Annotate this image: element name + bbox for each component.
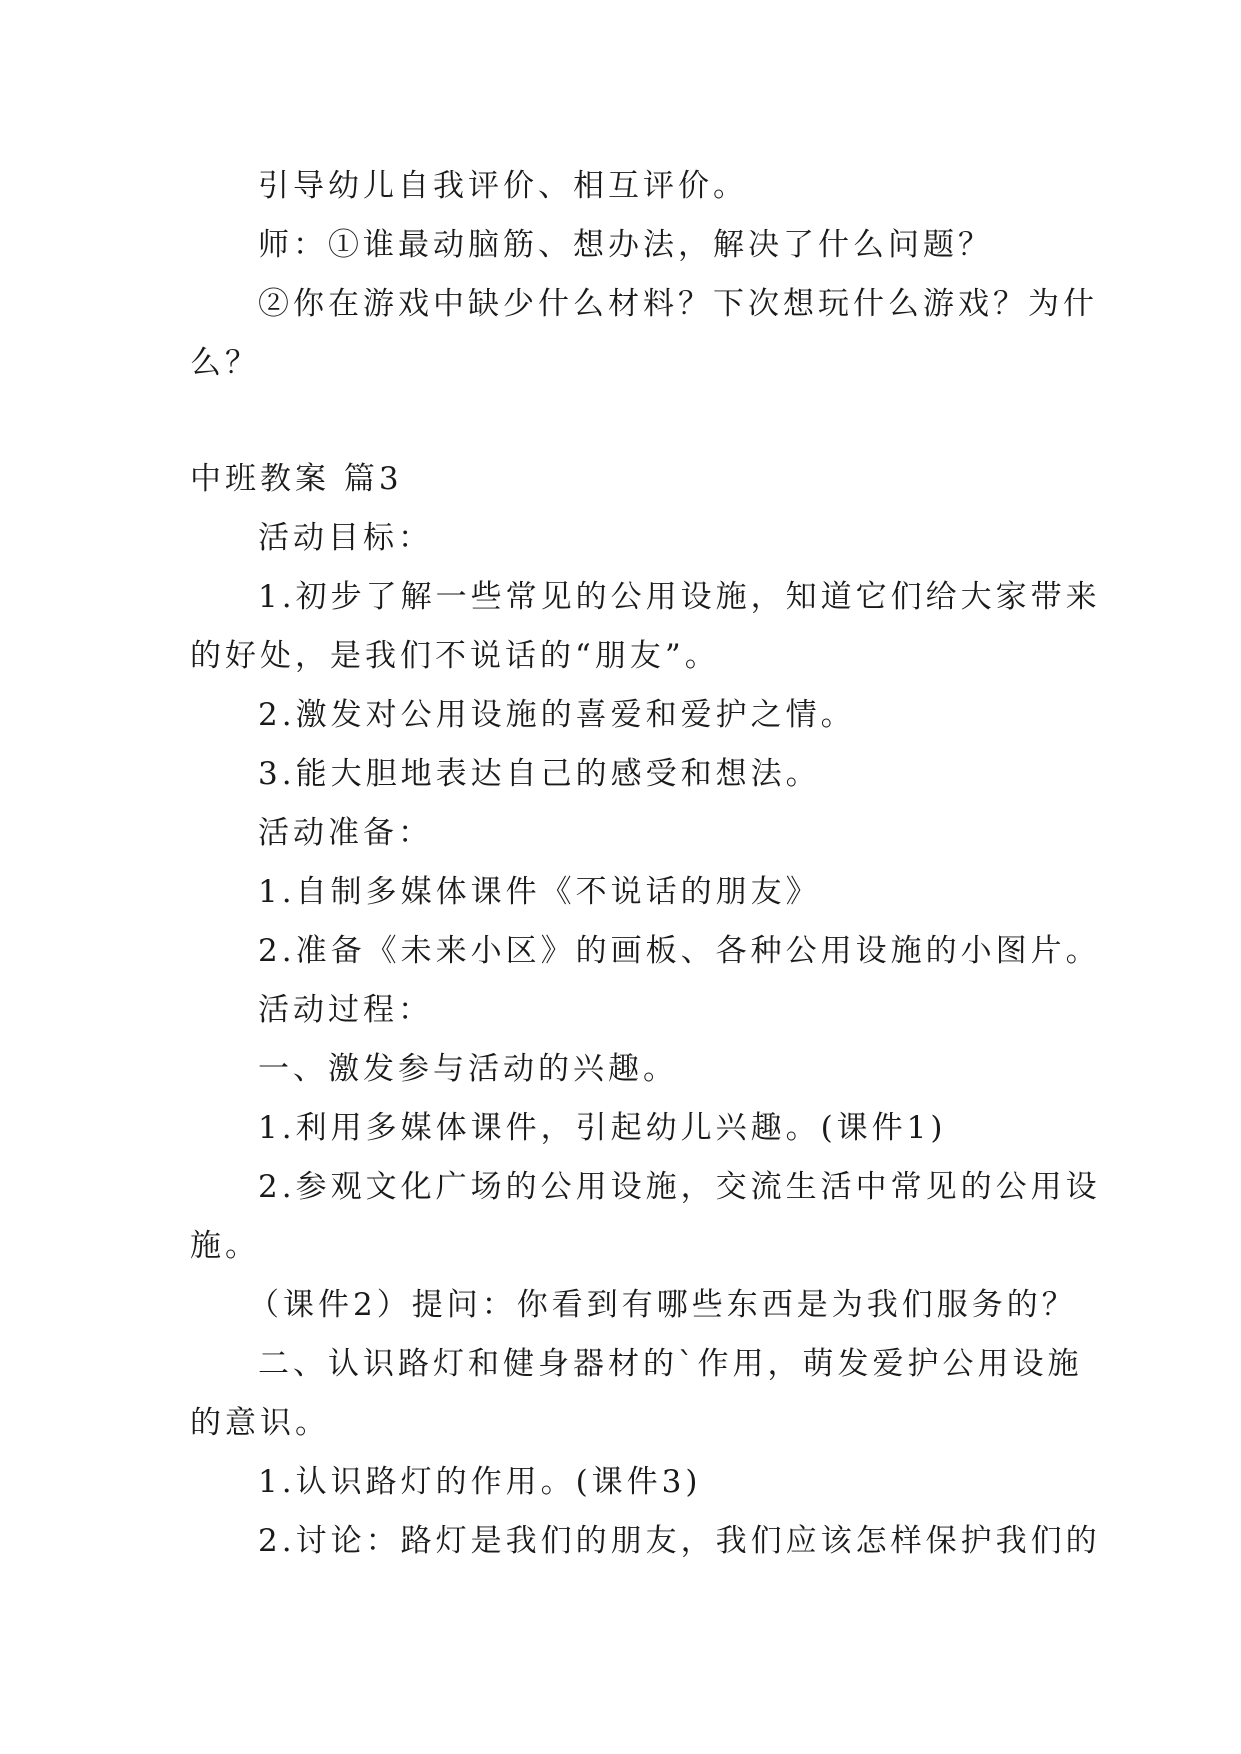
step-2-cont: 的意识。 bbox=[190, 1405, 330, 1441]
process-heading: 活动过程： bbox=[258, 992, 433, 1028]
section-title: 中班教案 篇3 bbox=[190, 461, 403, 497]
goal-3: 3.能大胆地表达自己的感受和想法。 bbox=[258, 756, 821, 792]
paragraph-teacher-question-2: ②你在游戏中缺少什么材料？下次想玩什么游戏？为什 bbox=[258, 286, 1098, 322]
step-1-2-cont: 施。 bbox=[190, 1228, 260, 1264]
goal-1-cont: 的好处，是我们不说话的“朋友”。 bbox=[190, 638, 720, 674]
prep-2: 2.准备《未来小区》的画板、各种公用设施的小图片。 bbox=[258, 933, 1101, 969]
step-1-2: 2.参观文化广场的公用设施，交流生活中常见的公用设 bbox=[258, 1169, 1101, 1205]
step-1: 一、激发参与活动的兴趣。 bbox=[258, 1051, 678, 1087]
step-2-2: 2.讨论：路灯是我们的朋友，我们应该怎样保护我们的 bbox=[258, 1523, 1101, 1559]
paragraph-self-evaluation: 引导幼儿自我评价、相互评价。 bbox=[258, 168, 748, 204]
goal-1: 1.初步了解一些常见的公用设施，知道它们给大家带来 bbox=[258, 579, 1101, 615]
step-1-1: 1.利用多媒体课件，引起幼儿兴趣。(课件1) bbox=[258, 1110, 947, 1146]
prep-1: 1.自制多媒体课件《不说话的朋友》 bbox=[258, 874, 821, 910]
paragraph-teacher-question-1: 师：①谁最动脑筋、想办法，解决了什么问题？ bbox=[258, 227, 993, 263]
prep-heading: 活动准备： bbox=[258, 815, 433, 851]
step-1-question: （课件2）提问：你看到有哪些东西是为我们服务的？ bbox=[248, 1287, 1077, 1323]
goal-2: 2.激发对公用设施的喜爱和爱护之情。 bbox=[258, 697, 856, 733]
step-2-1: 1.认识路灯的作用。(课件3) bbox=[258, 1464, 702, 1500]
paragraph-teacher-question-2-cont: 么？ bbox=[190, 345, 260, 381]
goals-heading: 活动目标： bbox=[258, 520, 433, 556]
step-2: 二、认识路灯和健身器材的`作用，萌发爱护公用设施 bbox=[258, 1346, 1083, 1382]
